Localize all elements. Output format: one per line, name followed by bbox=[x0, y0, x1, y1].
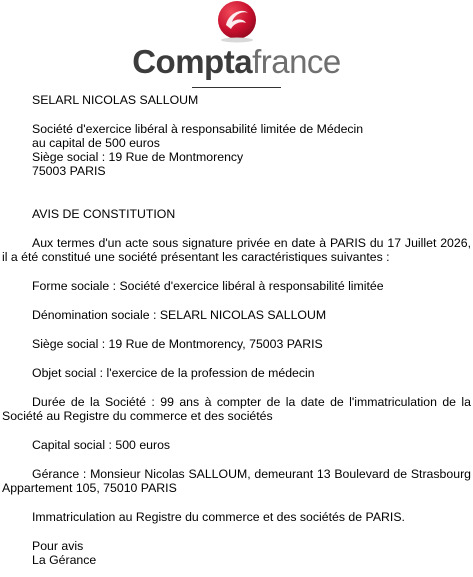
immatriculation: Immatriculation au Registre du commerce et des sociétés de PARIS. bbox=[32, 510, 405, 524]
siege-social: Siège social : 19 Rue de Montmorency, 75003 PARIS bbox=[32, 337, 323, 351]
header-line: Siège social : 19 Rue de Montmorency bbox=[32, 150, 244, 164]
comptafrance-logo-wordmark bbox=[0, 42, 473, 82]
company-name: SELARL NICOLAS SALLOUM bbox=[32, 93, 199, 107]
legal-notice bbox=[2, 93, 471, 567]
forme-sociale: Forme sociale : Société d'exercice libéral à responsabilité limitée bbox=[32, 279, 384, 293]
capital-social: Capital social : 500 euros bbox=[32, 438, 171, 452]
comptafrance-logo-icon bbox=[211, 0, 263, 44]
gerance: Gérance : Monsieur Nicolas SALLOUM, demeurant 13 Boulevard de Strasbourg Appartement 105, 75010 PARIS bbox=[2, 467, 471, 495]
logo-brand-light: france bbox=[252, 43, 341, 80]
logo-brand-bold: Compta bbox=[132, 43, 253, 80]
header-line: 75003 PARIS bbox=[32, 164, 106, 178]
duree-societe: Durée de la Société : 99 ans à compter de la date de l'immatriculation de la Société au Registre du commerce et des sociétés bbox=[2, 395, 471, 423]
header-line: au capital de 500 euros bbox=[32, 136, 160, 150]
closing-line: La Gérance bbox=[32, 553, 97, 567]
denomination-sociale: Dénomination sociale : SELARL NICOLAS SALLOUM bbox=[32, 308, 327, 322]
intro-paragraph: Aux termes d'un acte sous signature privée en date à PARIS du 17 Juillet 2026, il a été constitué une société présentant les caractéristiques suivantes : bbox=[2, 236, 471, 264]
notice-title: AVIS DE CONSTITUTION bbox=[32, 207, 176, 221]
closing-line: Pour avis bbox=[32, 539, 84, 553]
objet-social: Objet social : l'exercice de la profession de médecin bbox=[32, 366, 315, 380]
logo-divider bbox=[192, 87, 281, 88]
header-line: Société d'exercice libéral à responsabilité limitée de Médecin bbox=[32, 122, 364, 136]
